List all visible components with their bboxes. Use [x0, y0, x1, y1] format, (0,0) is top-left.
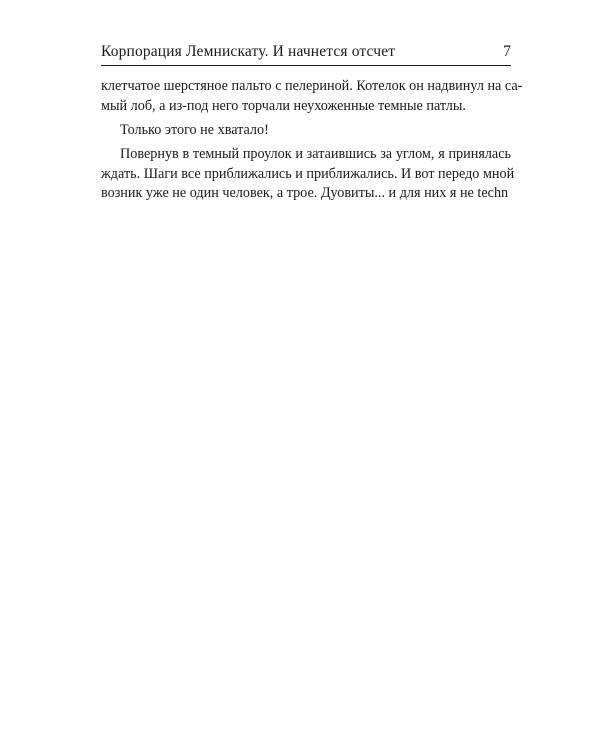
text-line: Повернув в темный проулок и затаившись за углом, я принялась [120, 146, 511, 163]
text-line: клетчатое шерстяное пальто с пелериной. Котелок он надвинул на са- [101, 78, 523, 94]
running-title: Корпорация Лемнискату. И начнется отсчет [101, 43, 396, 60]
text-line: возник уже не один человек, а трое. Дуовиты... и для них я не techn [101, 185, 509, 202]
text-line: ждать. Шаги все приближались и приближались. И вот передо мной [101, 165, 515, 182]
paragraph [101, 77, 523, 116]
page-number: 7 [503, 43, 511, 60]
text-line: мый лоб, а из-под него торчали неухоженные темные патлы. [101, 97, 466, 114]
body-text [101, 77, 523, 204]
paragraph [101, 145, 515, 204]
text-line: Только этого не хватало! [120, 121, 269, 138]
running-head [101, 42, 511, 62]
header-rule [101, 65, 511, 66]
paragraph [101, 121, 511, 141]
